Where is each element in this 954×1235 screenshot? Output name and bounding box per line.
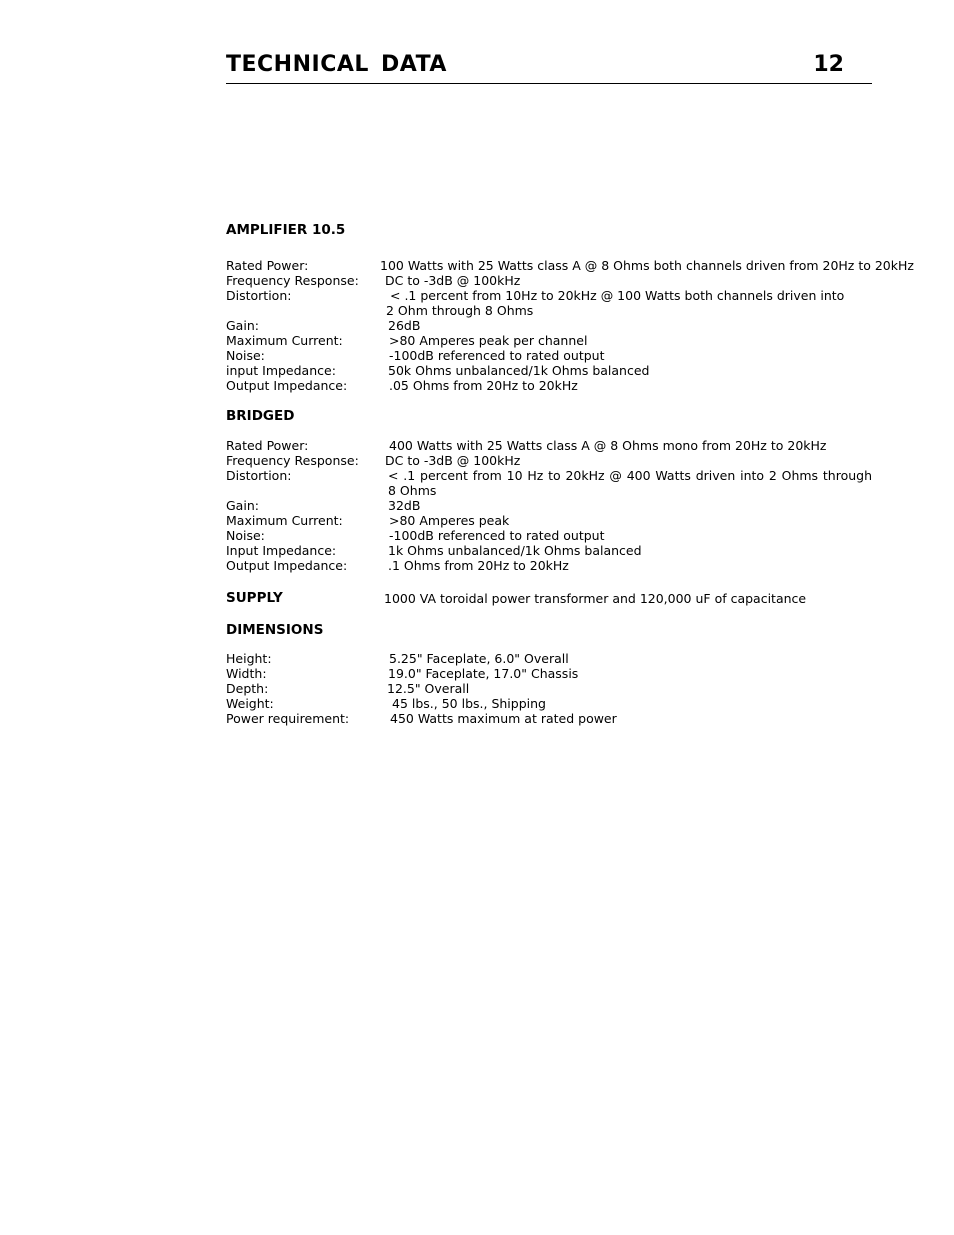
spec-label: Frequency Response: bbox=[226, 453, 359, 468]
spec-label: Noise: bbox=[226, 348, 265, 363]
spec-row bbox=[226, 528, 872, 543]
spec-row bbox=[226, 468, 872, 483]
spec-value: >80 Amperes peak bbox=[389, 513, 510, 528]
spec-row bbox=[226, 483, 872, 498]
spec-value: -100dB referenced to rated output bbox=[389, 348, 605, 363]
spec-value: < .1 percent from 10 Hz to 20kHz @ 400 Watts driven into 2 Ohms through bbox=[388, 468, 872, 483]
page-title: TECHNICAL DATA bbox=[226, 52, 447, 77]
spec-label: input Impedance: bbox=[226, 363, 336, 378]
section-title-dimensions: DIMENSIONS bbox=[226, 622, 324, 638]
spec-value: >80 Amperes peak per channel bbox=[389, 333, 588, 348]
spec-row bbox=[226, 558, 872, 573]
spec-label: Output Impedance: bbox=[226, 378, 348, 393]
spec-label: Rated Power: bbox=[226, 258, 309, 273]
section-title-bridged: BRIDGED bbox=[226, 408, 295, 424]
spec-row bbox=[226, 273, 872, 288]
spec-label: Gain: bbox=[226, 498, 259, 513]
spec-label: Maximum Current: bbox=[226, 333, 343, 348]
spec-row bbox=[226, 288, 872, 303]
spec-value: < .1 percent from 10Hz to 20kHz @ 100 Watts both channels driven into bbox=[390, 288, 845, 303]
spec-row bbox=[226, 303, 872, 318]
spec-label: Gain: bbox=[226, 318, 259, 333]
spec-label: Maximum Current: bbox=[226, 513, 343, 528]
spec-row bbox=[226, 651, 872, 666]
spec-value: 8 Ohms bbox=[388, 483, 437, 498]
spec-row bbox=[226, 591, 872, 606]
page-number: 12 bbox=[813, 52, 844, 77]
section-title-amplifier: AMPLIFIER 10.5 bbox=[226, 222, 346, 238]
spec-value: .1 Ohms from 20Hz to 20kHz bbox=[388, 558, 569, 573]
spec-label: Frequency Response: bbox=[226, 273, 359, 288]
spec-row bbox=[226, 438, 872, 453]
spec-row bbox=[226, 696, 872, 711]
spec-row bbox=[226, 681, 872, 696]
spec-row bbox=[226, 318, 872, 333]
spec-value: 1k Ohms unbalanced/1k Ohms balanced bbox=[388, 543, 642, 558]
spec-row bbox=[226, 258, 914, 273]
spec-value: 26dB bbox=[388, 318, 421, 333]
page-header bbox=[226, 50, 872, 84]
spec-row bbox=[226, 666, 872, 681]
spec-row bbox=[226, 378, 872, 393]
spec-value: DC to -3dB @ 100kHz bbox=[385, 273, 521, 288]
spec-label: Distortion: bbox=[226, 288, 292, 303]
spec-label: Rated Power: bbox=[226, 438, 309, 453]
spec-label: Weight: bbox=[226, 696, 274, 711]
spec-label: Output Impedance: bbox=[226, 558, 348, 573]
spec-value: 2 Ohm through 8 Ohms bbox=[386, 303, 534, 318]
spec-row bbox=[226, 333, 872, 348]
spec-label: Noise: bbox=[226, 528, 265, 543]
spec-row bbox=[226, 453, 872, 468]
spec-label: Power requirement: bbox=[226, 711, 350, 726]
spec-label: Distortion: bbox=[226, 468, 292, 483]
spec-label: Width: bbox=[226, 666, 267, 681]
spec-value: 450 Watts maximum at rated power bbox=[390, 711, 617, 726]
spec-value: DC to -3dB @ 100kHz bbox=[385, 453, 521, 468]
spec-row bbox=[226, 363, 872, 378]
spec-label: Input Impedance: bbox=[226, 543, 337, 558]
spec-value: 32dB bbox=[388, 498, 421, 513]
section-title-supply: SUPPLY bbox=[226, 590, 283, 606]
spec-row bbox=[226, 348, 872, 363]
spec-row bbox=[226, 711, 872, 726]
spec-row bbox=[226, 543, 872, 558]
spec-label: Depth: bbox=[226, 681, 269, 696]
spec-value: .05 Ohms from 20Hz to 20kHz bbox=[389, 378, 578, 393]
spec-value: 1000 VA toroidal power transformer and 120,000 uF of capacitance bbox=[384, 591, 807, 606]
spec-value: 50k Ohms unbalanced/1k Ohms balanced bbox=[388, 363, 650, 378]
spec-value: 45 lbs., 50 lbs., Shipping bbox=[392, 696, 546, 711]
spec-row bbox=[226, 498, 872, 513]
spec-value: 12.5" Overall bbox=[387, 681, 470, 696]
spec-value: 5.25" Faceplate, 6.0" Overall bbox=[389, 651, 569, 666]
spec-value: 100 Watts with 25 Watts class A @ 8 Ohms both channels driven from 20Hz to 20kHz bbox=[380, 258, 914, 273]
spec-value: 400 Watts with 25 Watts class A @ 8 Ohms mono from 20Hz to 20kHz bbox=[389, 438, 827, 453]
spec-row bbox=[226, 513, 872, 528]
spec-value: -100dB referenced to rated output bbox=[389, 528, 605, 543]
spec-value: 19.0" Faceplate, 17.0" Chassis bbox=[388, 666, 579, 681]
spec-label: Height: bbox=[226, 651, 272, 666]
